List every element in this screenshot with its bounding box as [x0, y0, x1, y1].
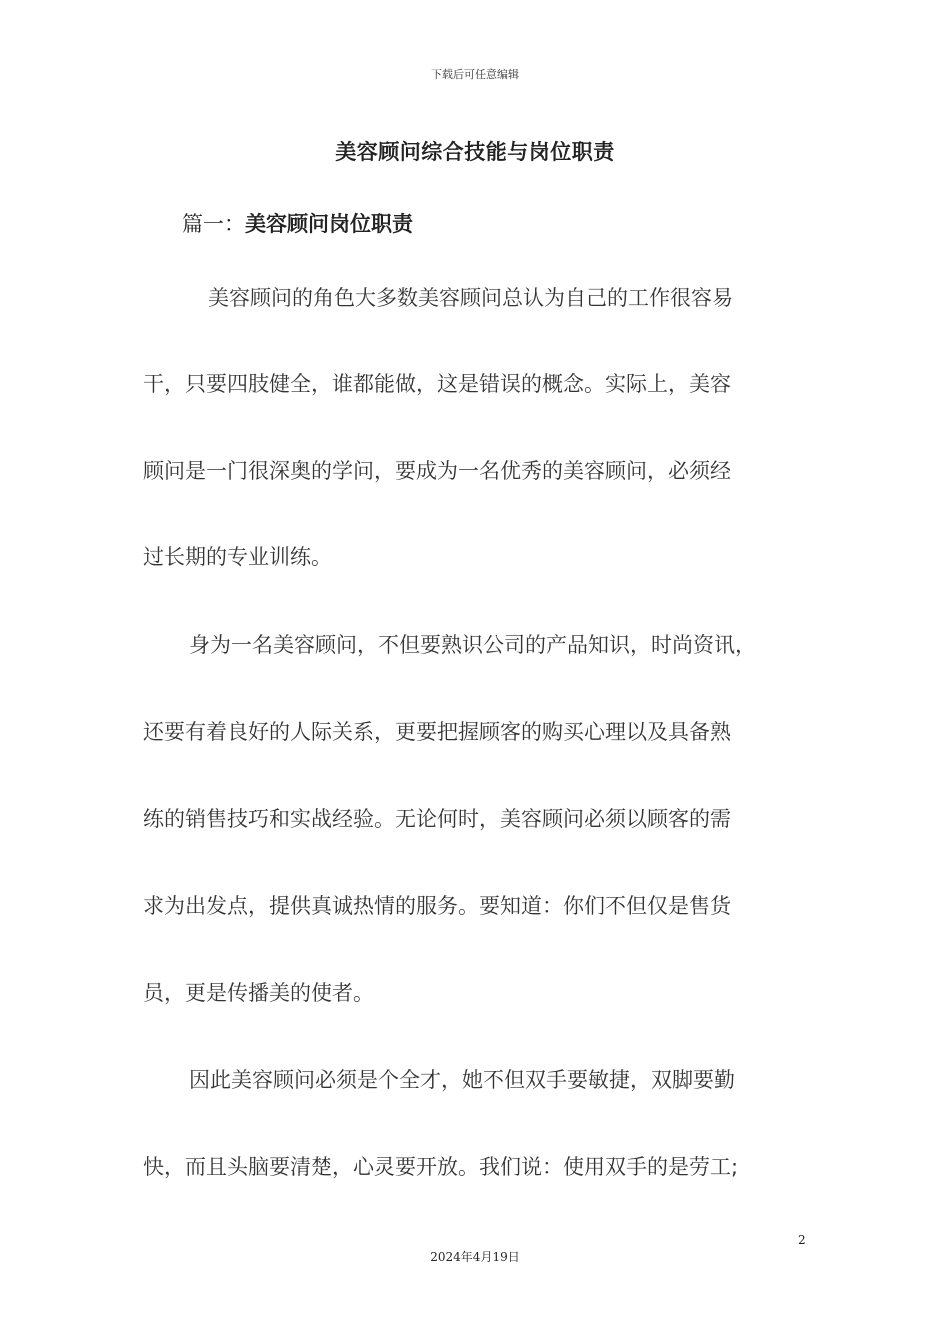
page-number: 2	[798, 1233, 806, 1247]
body-line: 干，只要四肢健全，谁都能做，这是错误的概念。实际上，美容	[143, 372, 731, 396]
body-line: 因此美容顾问必须是个全才，她不但双手要敏捷，双脚要勤	[189, 1068, 735, 1092]
body-line: 美容顾问的角色大多数美容顾问总认为自己的工作很容易	[208, 286, 733, 310]
body-line: 过长期的专业训练。	[143, 545, 332, 569]
section-heading	[182, 208, 413, 238]
body-line: 练的销售技巧和实战经验。无论何时，美容顾问必须以顾客的需	[143, 807, 731, 831]
section-prefix: 篇一：	[182, 212, 245, 236]
footer-date: 2024年4月19日	[430, 1250, 520, 1264]
section-title: 美容顾问岗位职责	[245, 212, 413, 236]
document-title: 美容顾问综合技能与岗位职责	[335, 140, 615, 164]
header-note: 下载后可任意编辑	[431, 68, 519, 81]
body-line: 顾问是一门很深奥的学问，要成为一名优秀的美容顾问，必须经	[143, 459, 731, 483]
body-line: 员，更是传播美的使者。	[143, 981, 374, 1005]
body-line: 还要有着良好的人际关系，更要把握顾客的购买心理以及具备熟	[143, 720, 731, 744]
body-line: 快，而且头脑要清楚，心灵要开放。我们说：使用双手的是劳工;	[143, 1155, 739, 1179]
body-line: 求为出发点，提供真诚热情的服务。要知道：你们不但仅是售货	[143, 894, 731, 918]
body-line: 身为一名美容顾问，不但要熟识公司的产品知识，时尚资讯，	[189, 633, 756, 657]
